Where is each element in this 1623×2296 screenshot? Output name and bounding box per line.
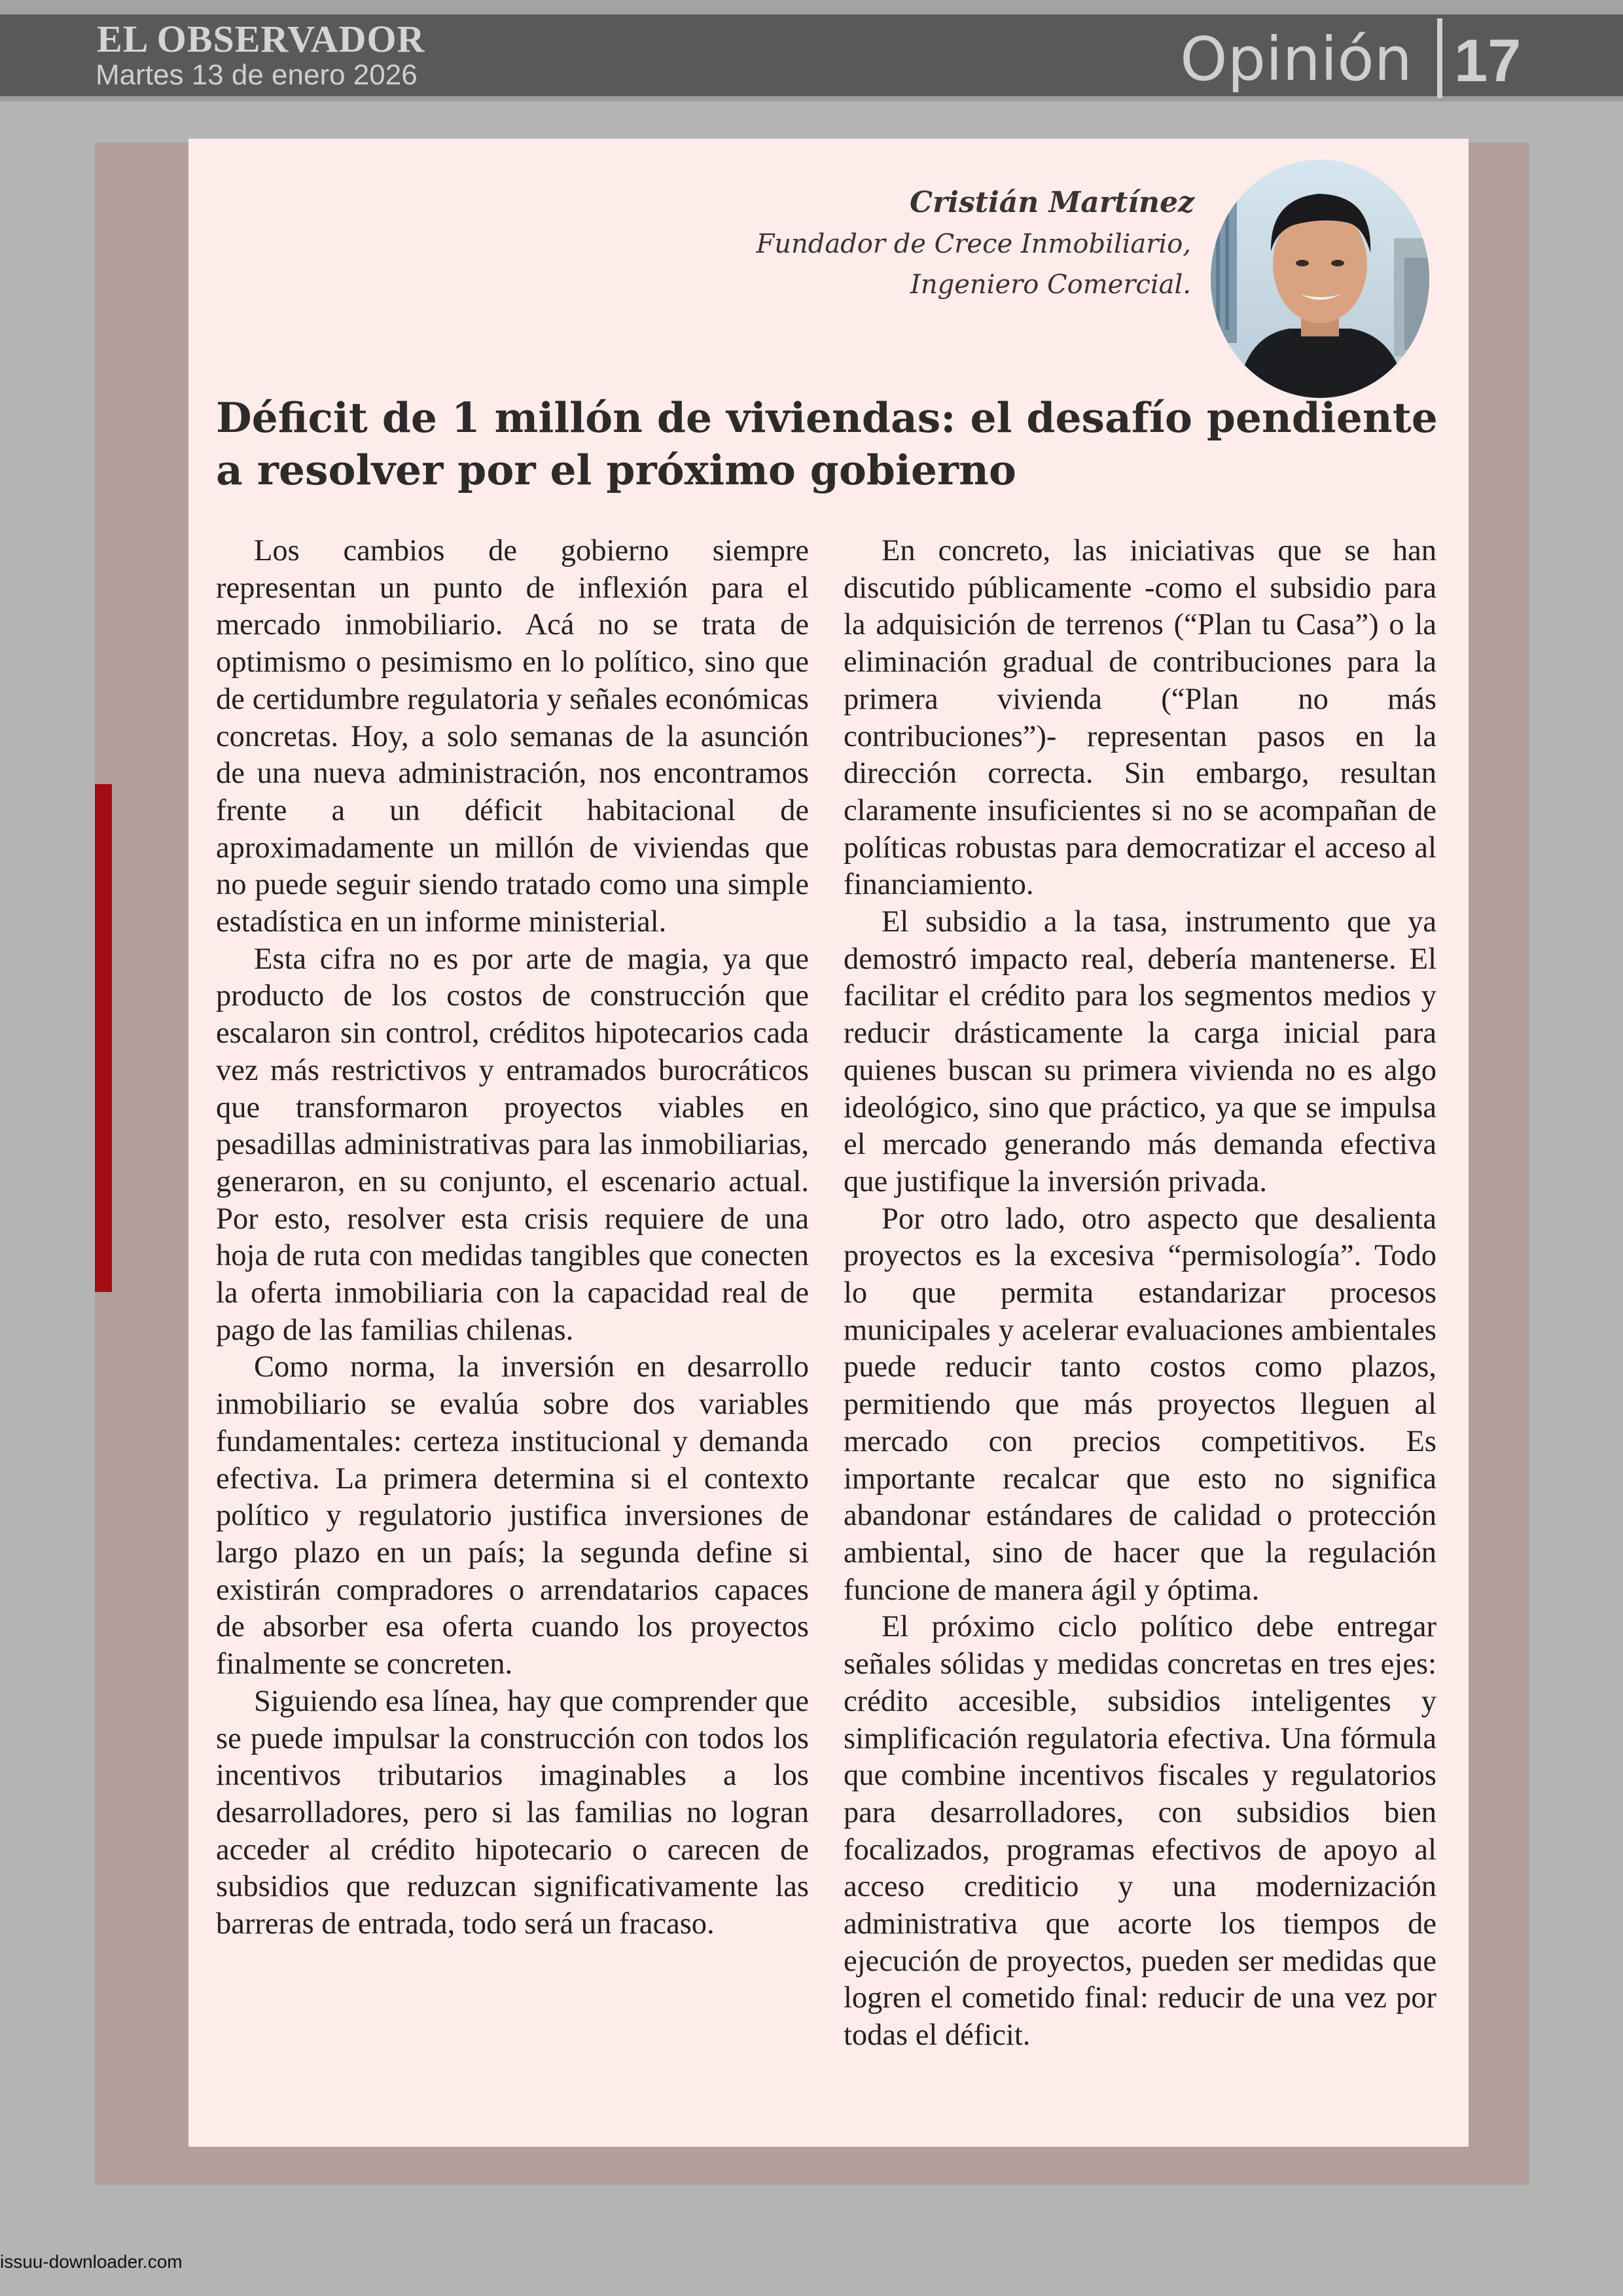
issue-date: Martes 13 de enero 2026 <box>96 59 418 91</box>
paragraph: Por otro lado, otro aspecto que desalienta proyectos es la excesiva “permisología”. Todo lo que permita estandarizar procesos municipales y acelerar evaluaciones ambientales puede reducir tanto costos como plazos, permitiendo que más proyectos lleguen al mercado con precios competitivos. Es importante recalcar que esto no significa abandonar estándares de calidad o protección ambiental, sino de hacer que la regulación funcione de manera ágil y óptima. <box>844 1202 1436 1607</box>
paragraph: Como norma, la inversión en desarrollo inmobiliario se evalúa sobre dos variables fundamentales: certeza institucional y demanda efectiva. La primera determina si el contexto político y regulatorio justifica inversiones de largo plazo en un país; la segunda define si existirán compradores o arrendatarios capaces de absorber esa oferta cuando los proyectos finalmente se concreten. <box>216 1350 809 1681</box>
paragraph: Los cambios de gobierno siempre representan un punto de inflexión para el mercado inmobiliario. Acá no se trata de optimismo o pesimismo en lo político, sino que de certidumbre regulatoria y señales económicas concretas. Hoy, a solo semanas de la asunción de una nueva administración, nos encontramos frente a un déficit habitacional de aproximadamente un millón de viviendas que no puede seguir siendo tratado como una simple estadística en un informe ministerial. <box>216 534 809 939</box>
article-headline: Déficit de 1 millón de viviendas: el desafío pendiente a resolver por el próximo gobierno <box>216 393 1438 494</box>
body-column-left <box>216 533 809 1943</box>
page-number: 17 <box>1454 27 1522 94</box>
author-role-line-1: Fundador de Crece Inmobiliario, <box>756 229 1191 259</box>
newspaper-header <box>0 0 1623 101</box>
source-watermark: issuu-downloader.com <box>0 2251 183 2272</box>
author-photo <box>1211 160 1429 398</box>
paragraph: En concreto, las iniciativas que se han discutido públicamente -como el subsidio para la adquisición de terrenos (“Plan tu Casa”) o la eliminación gradual de contribuciones para la primera vivienda (“Plan no más contribuciones”)- representan pasos en la dirección correcta. Sin embargo, resultan claramente insuficientes si no se acompañan de políticas robustas para democratizar el acceso al financiamiento. <box>844 534 1436 902</box>
header-divider <box>1437 18 1442 98</box>
author-role-line-2: Ingeniero Comercial. <box>910 270 1191 300</box>
paragraph: Siguiendo esa línea, hay que comprender que se puede impulsar la construcción con todos los incentivos tributarios imaginables a los desarrolladores, pero si las familias no logran acceder al crédito hipotecario o carecen de subsidios que reduzcan significativamente las barreras de entrada, todo será un fracaso. <box>216 1684 809 1941</box>
accent-bar <box>95 784 112 1292</box>
author-portrait-icon <box>1211 160 1429 398</box>
author-name: Cristián Martínez <box>910 186 1194 219</box>
body-column-right <box>844 533 1436 2054</box>
section-title: Opinión <box>1180 24 1412 94</box>
masthead: EL OBSERVADOR <box>97 18 425 60</box>
paragraph: El próximo ciclo político debe entregar señales sólidas y medidas concretas en tres ejes: crédito accesible, subsidios inteligentes y simplificación regulatoria efectiva. Una fórmula que combine incentivos fiscales y regulatorios para desarrolladores, con subsidios bien focalizados, programas efectivos de apoyo al acceso crediticio y una modernización administrativa que acorte los tiempos de ejecución de proyectos, pueden ser medidas que logren el cometido final: reducir de una vez por todas el déficit. <box>844 1610 1436 2053</box>
author-role <box>537 224 1191 305</box>
paragraph: El subsidio a la tasa, instrumento que ya demostró impacto real, debería mantenerse. El facilitar el crédito para los segmentos medios y reducir drásticamente la carga inicial para quienes buscan su primera vivienda no es algo ideológico, sino que práctico, ya que se impulsa el mercado generando más demanda efectiva que justifique la inversión privada. <box>844 905 1436 1198</box>
paragraph: Esta cifra no es por arte de magia, ya que producto de los costos de construcción que escalaron sin control, créditos hipotecarios cada vez más restrictivos y entramados burocráticos que transformaron proyectos viables en pesadillas administrativas para las inmobiliarias, generaron, en su conjunto, el escenario actual. Por esto, resolver esta crisis requiere de una hoja de ruta con medidas tangibles que conecten la oferta inmobiliaria con la capacidad real de pago de las familias chilenas. <box>216 942 809 1347</box>
